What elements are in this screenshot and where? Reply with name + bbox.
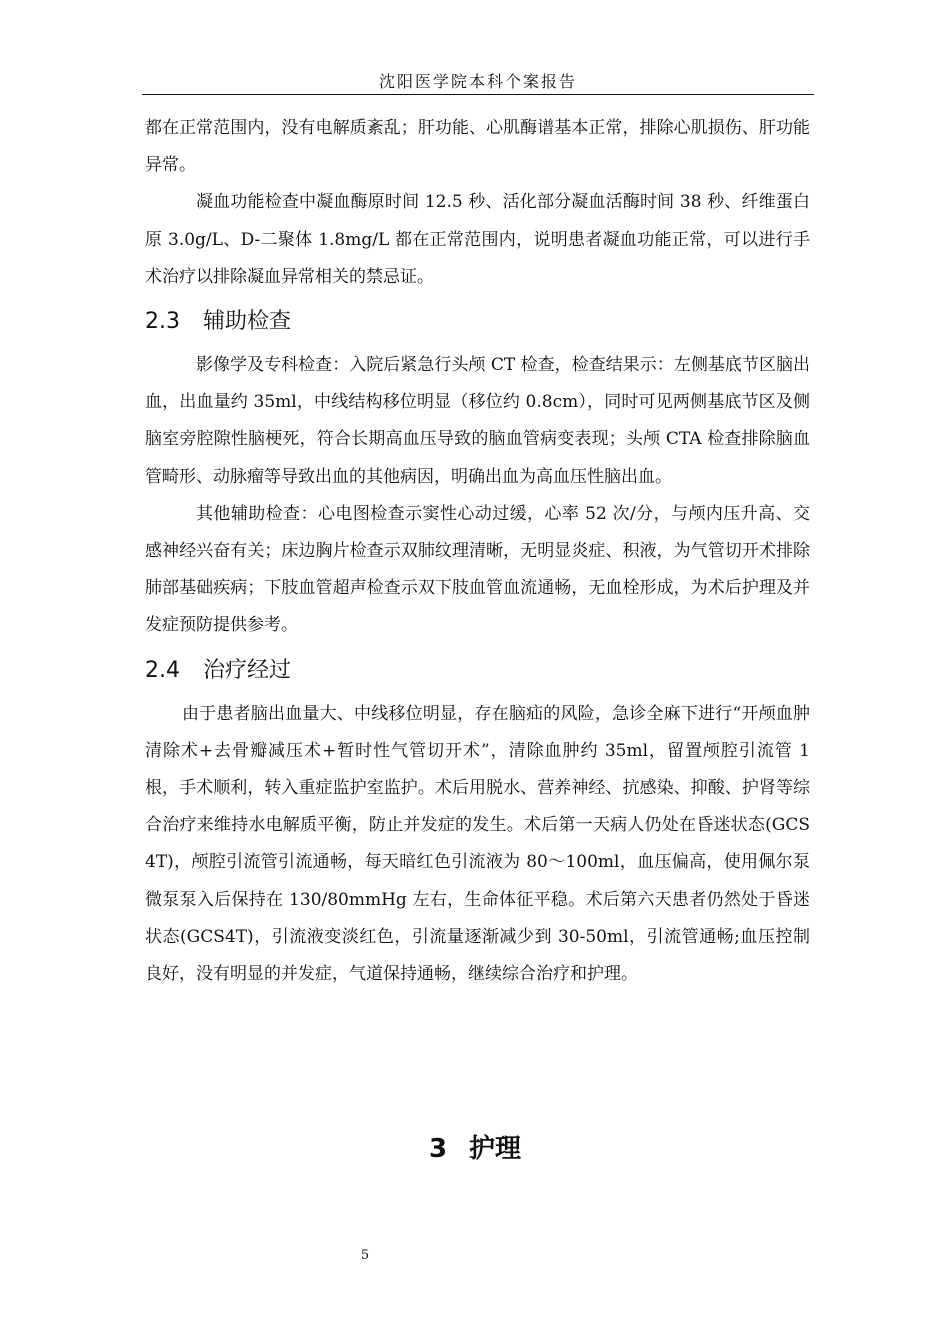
section-heading-2-4 (145, 656, 810, 686)
chapter-heading (0, 1131, 950, 1167)
section-title: 治疗经过 (203, 657, 292, 683)
paragraph-imaging: 影像学及专科检查：入院后紧急行头颅 CT 检查，检查结果示：左侧基底节区脑出血，出血量约 35ml，中线结构移位明显（移位约 0.8cm），同时可见两侧基底节区及侧脑室旁腔隙性脑梗死，符合长期高血压导致的脑血管病变表现；头颅 CTA 检查排除脑血管畸形、动脉瘤等导致出血的其他病因，明确出血为高血压性脑出血。 (145, 355, 810, 487)
paragraph-treatment: 由于患者脑出血量大、中线移位明显，存在脑疝的风险，急诊全麻下进行“开颅血肿清除术+去骨瓣减压术+暂时性气管切开术”，清除血肿约 35ml，留置颅腔引流管 1 根，手术顺利，转入重症监护室监护。术后用脱水、营养神经、抗感染、抑酸、护肾等综合治疗来维持水电解质平衡，防止并发症的发生。术后第一天病人仍处在昏迷状态(GCS4T)，颅腔引流管引流通畅，每天暗红色引流液为 80～100ml，血压偏高，使用佩尔泵微泵泵入后保持在 130/80mmHg 左右，生命体征平稳。术后第六天患者仍然处于昏迷状态(GCS4T)，引流液变淡红色，引流量逐渐减少到 30-50ml，引流管通畅;血压控制良好，没有明显的并发症，气道保持通畅，继续综合治疗和护理。 (145, 703, 810, 985)
section-number: 2.3 (145, 309, 180, 335)
paragraph-continued: 都在正常范围内，没有电解质紊乱；肝功能、心肌酶谱基本正常，排除心肌损伤、肝功能异常。 (145, 118, 810, 176)
page-header-title: 沈阳医学院本科个案报告 (378, 72, 577, 91)
page-number: 5 (360, 1248, 370, 1263)
chapter-number: 3 (428, 1134, 448, 1164)
document-body (145, 110, 810, 993)
chapter-title: 护理 (469, 1134, 522, 1164)
section-title: 辅助检查 (203, 309, 292, 335)
header-divider (142, 94, 814, 95)
section-heading-2-3 (145, 307, 810, 337)
section-number: 2.4 (145, 657, 180, 683)
paragraph-other-exams: 其他辅助检查：心电图检查示窦性心动过缓，心率 52 次/分，与颅内压升高、交感神经兴奋有关；床边胸片检查示双肺纹理清晰，无明显炎症、积液，为气管切开术排除肺部基础疾病；下肢血管超声检查示双下肢血管血流通畅，无血栓形成，为术后护理及并发症预防提供参考。 (145, 503, 810, 636)
paragraph-coagulation: 凝血功能检查中凝血酶原时间 12.5 秒、活化部分凝血活酶时间 38 秒、纤维蛋白原 3.0g/L、D-二聚体 1.8mg/L 都在正常范围内，说明患者凝血功能正常，可以进行手术治疗以排除凝血异常相关的禁忌证。 (145, 192, 810, 287)
